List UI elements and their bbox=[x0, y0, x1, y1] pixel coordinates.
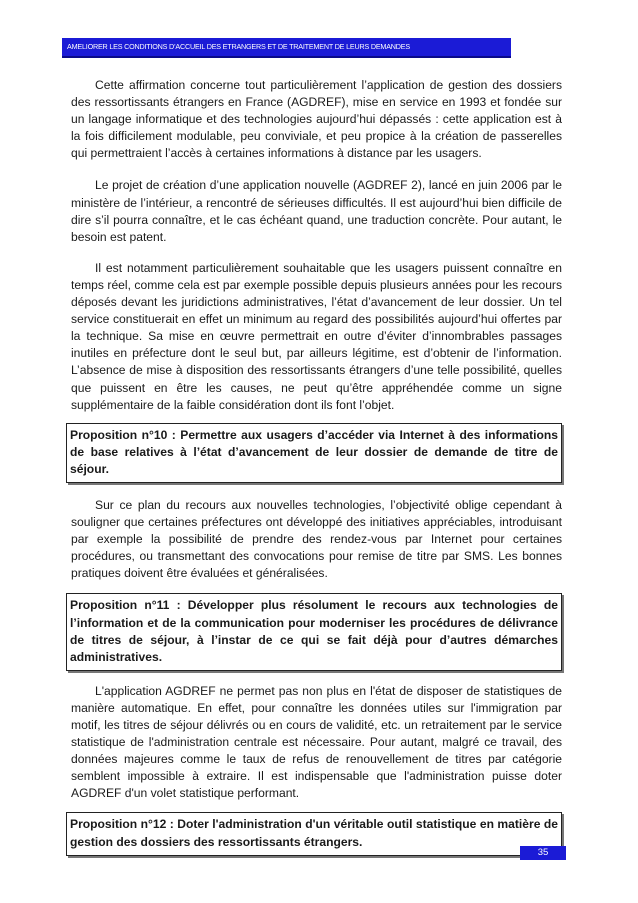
proposal-box-10: Proposition n°10 : Permettre aux usagers d’accéder via Internet à des informations de base relatives à l’état d’avancement de leur dossier de demande de titre de séjour. bbox=[66, 423, 562, 483]
paragraph-agdref-description: Cette affirmation concerne tout particulièrement l’application de gestion des dossiers des ressortissants étrangers en France (AGDREF), mise en service en 1993 et fondée sur un langage informatique et des technologies aujourd’hui dépassés : cette application est à la fois difficilement modulable, peu conviviale, et peu propice à la création de passerelles qui permettraient l’accès à certaines informations à distance par les usagers. bbox=[71, 78, 562, 161]
paragraph-statistics: L'application AGDREF ne permet pas non plus en l'état de disposer de statistiques de manière automatique. En effet, pour connaître les données utiles sur l'immigration par motif, les titres de séjour délivrés ou en cours de validité, etc. un retraitement par le service statistique de l'administration centrale est nécessaire. Pour autant, malgré ce travail, des données majeures comme le taux de refus de renouvellement de titres par catégorie semblent impossible à extraire. Il est indispensable que l'administration puisse doter AGDREF d'un volet statistique performant. bbox=[71, 683, 562, 801]
running-header-title: AMELIORER LES CONDITIONS D’ACCUEIL DES ETRANGERS ET DE TRAITEMENT DE LEURS DEMANDES bbox=[67, 42, 410, 51]
paragraph-online-tracking: Il est notamment particulièrement souhaitable que les usagers puissent connaître en temps réel, comme cela est par exemple possible depuis plusieurs années pour les recours déposés devant les juridictions administratives, l’état d’avancement de leur dossier. Un tel service constituerait en effet un minimum au regard des possibilités aujourd’hui offertes par la technique. Sa mise en œuvre permettrait en outre d’éviter d’innombrables passages inutiles en préfecture dont le seul but, par ailleurs légitime, est d’obtenir de l’information. L’absence de mise à disposition des ressortissants étrangers d’une telle possibilité, quelles que puissent en être les causes, ne peut qu’être appréhendée comme un signe supplémentaire de la faible considération dont ils font l’objet. bbox=[71, 260, 562, 412]
proposal-box-11: Proposition n°11 : Développer plus résolument le recours aux technologies de l’information et de la communication pour moderniser les procédures de délivrance de titres de séjour, à l’instar de ce qui se fait déjà pour d’autres démarches administratives. bbox=[66, 593, 562, 670]
proposal-box-12: Proposition n°12 : Doter l'administration d'un véritable outil statistique en matière de gestion des dossiers des ressortissants étrangers. bbox=[66, 812, 562, 855]
running-header bbox=[62, 38, 511, 58]
page-number: 35 bbox=[520, 846, 566, 860]
page-body bbox=[71, 77, 562, 856]
paragraph-new-technologies: Sur ce plan du recours aux nouvelles technologies, l’objectivité oblige cependant à souligner que certaines préfectures ont développé des initiatives appréciables, introduisant par exemple la possibilité de prendre des rendez-vous par Internet pour certaines procédures, ou transmettant des convocations pour remise de titre par SMS. Les bonnes pratiques doivent être évaluées et généralisées. bbox=[71, 497, 562, 581]
paragraph-agdref2-project: Le projet de création d’une application nouvelle (AGDREF 2), lancé en juin 2006 par le ministère de l’intérieur, a rencontré de sérieuses difficultés. Il est aujourd’hui bien difficile de dire s’il pourra connaître, et le cas échéant quand, une traduction concrète. Pour autant, le besoin est patent. bbox=[71, 178, 562, 244]
